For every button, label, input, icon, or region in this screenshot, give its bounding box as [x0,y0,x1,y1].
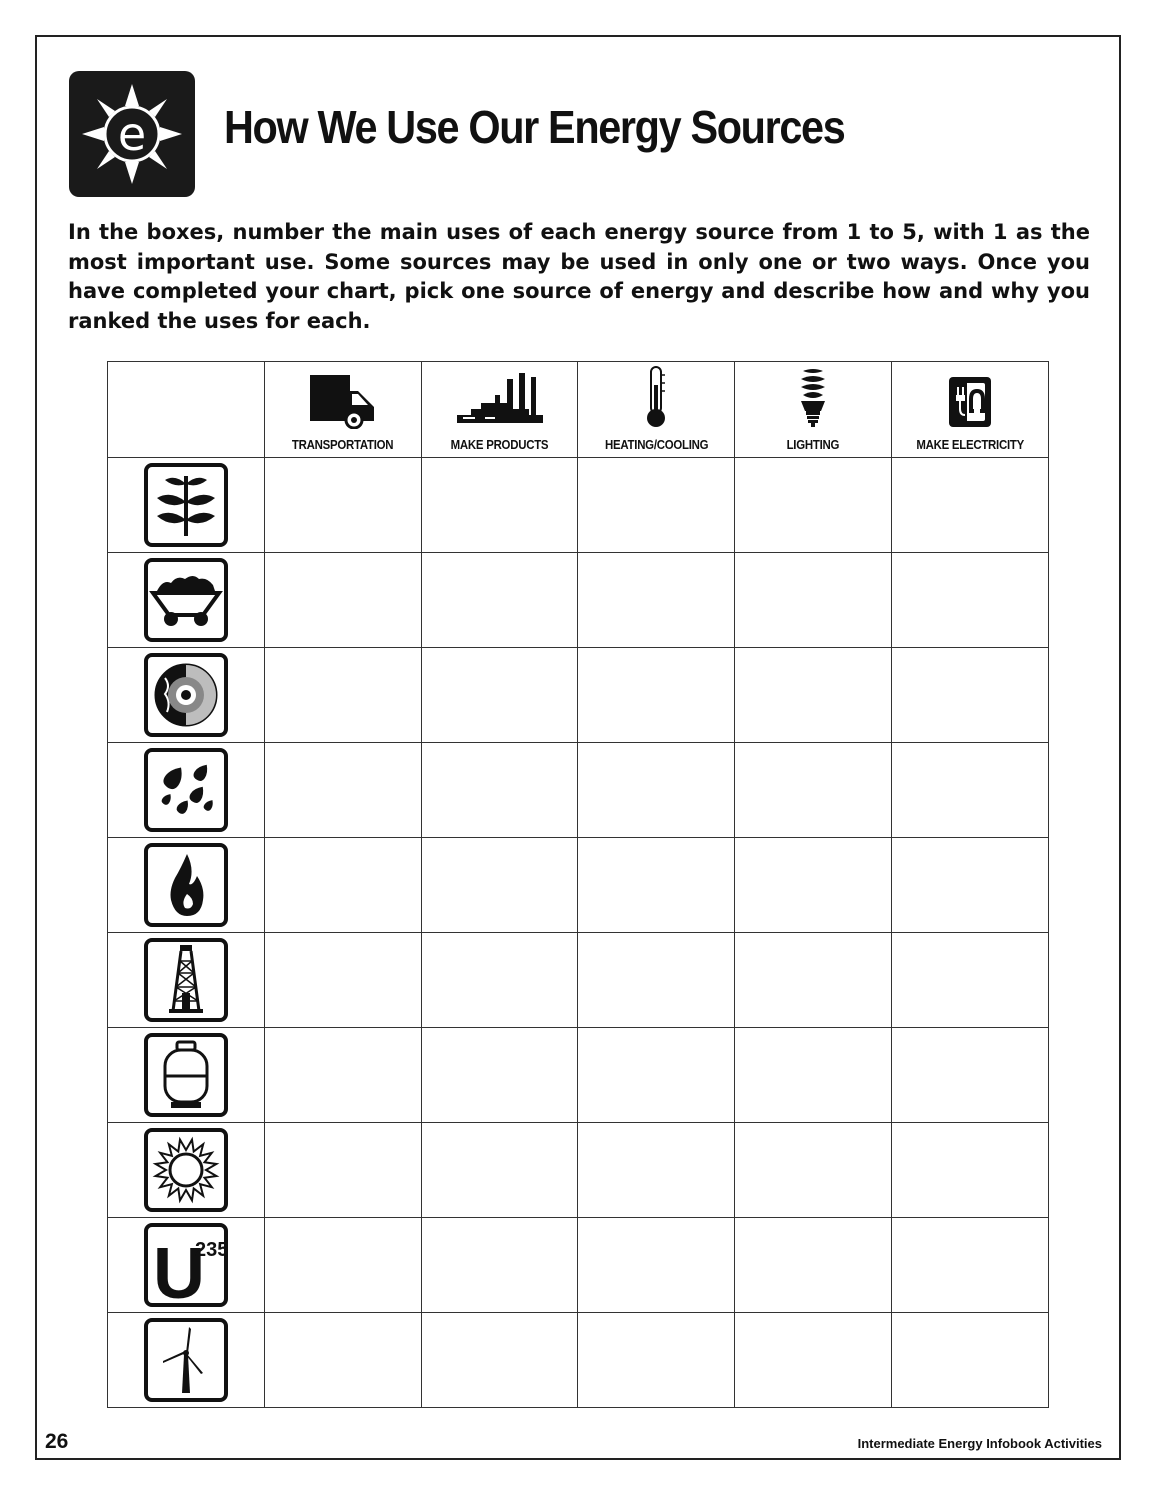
answer-cell[interactable] [578,1027,735,1122]
answer-cell[interactable] [578,1217,735,1312]
answer-cell[interactable] [735,742,892,837]
truck-icon [308,371,378,429]
answer-cell[interactable] [421,458,578,553]
column-label: LIGHTING [786,437,840,452]
factory-icon [455,371,545,429]
petroleum-icon [143,937,229,1023]
answer-cell[interactable] [421,1122,578,1217]
answer-cell[interactable] [735,1312,892,1407]
answer-cell[interactable] [735,1122,892,1217]
corner-cell [108,362,265,458]
table-row [108,1217,1049,1312]
energy-logo-icon [68,70,196,198]
answer-cell[interactable] [264,1122,421,1217]
answer-cell[interactable] [578,1122,735,1217]
row-icon-cell [108,458,265,553]
row-icon-cell [108,1217,265,1312]
answer-cell[interactable] [264,647,421,742]
column-header-make-products [421,362,578,458]
answer-cell[interactable] [735,932,892,1027]
answer-cell[interactable] [578,932,735,1027]
answer-cell[interactable] [735,647,892,742]
answer-cell[interactable] [578,552,735,647]
column-label: HEATING/COOLING [604,437,709,452]
answer-cell[interactable] [421,1217,578,1312]
answer-cell[interactable] [578,647,735,742]
row-icon-cell [108,1027,265,1122]
answer-cell[interactable] [421,1312,578,1407]
answer-cell[interactable] [264,1312,421,1407]
answer-cell[interactable] [735,458,892,553]
answer-cell[interactable] [892,647,1049,742]
table-row [108,458,1049,553]
answer-cell[interactable] [892,1312,1049,1407]
row-icon-cell [108,932,265,1027]
table-row [108,837,1049,932]
hydropower-icon [143,747,229,833]
answer-cell[interactable] [578,837,735,932]
column-header-heating-cooling [578,362,735,458]
answer-cell[interactable] [892,552,1049,647]
row-icon-cell [108,647,265,742]
row-icon-cell [108,1312,265,1407]
answer-cell[interactable] [421,742,578,837]
answer-cell[interactable] [735,837,892,932]
uranium-icon [143,1222,229,1308]
table-header-row [108,362,1049,458]
answer-cell[interactable] [735,1217,892,1312]
column-label: MAKE ELECTRICITY [916,437,1024,452]
answer-cell[interactable] [264,742,421,837]
answer-cell[interactable] [264,458,421,553]
uranium-letter: U [152,1233,205,1308]
row-icon-cell [108,552,265,647]
table-row [108,742,1049,837]
row-icon-cell [108,742,265,837]
answer-cell[interactable] [892,1027,1049,1122]
biomass-icon [143,462,229,548]
table-row [108,1027,1049,1122]
answer-cell[interactable] [421,932,578,1027]
logo-letter: e [117,107,147,161]
answer-cell[interactable] [421,837,578,932]
answer-cell[interactable] [892,742,1049,837]
answer-cell[interactable] [578,458,735,553]
coal-icon [143,557,229,643]
answer-cell[interactable] [892,932,1049,1027]
answer-cell[interactable] [892,1122,1049,1217]
natural-gas-icon [143,842,229,928]
answer-cell[interactable] [264,932,421,1027]
answer-cell[interactable] [421,1027,578,1122]
page-title: How We Use Our Energy Sources [224,101,845,153]
answer-cell[interactable] [735,1027,892,1122]
answer-cell[interactable] [892,1217,1049,1312]
answer-cell[interactable] [578,742,735,837]
uranium-number: 235 [194,1238,229,1261]
geothermal-icon [143,652,229,738]
column-label: MAKE PRODUCTS [450,437,549,452]
instructions-text: In the boxes, number the main uses of each energy source from 1 to 5, with 1 as the most important use. Some sources may be used in only one or two ways. Once you have completed your chart, pick one source of energy and describe how and why you ranked the uses for each. [68,220,1090,333]
thermometer-icon [641,365,671,429]
answer-cell[interactable] [264,837,421,932]
table-row [108,1122,1049,1217]
column-header-make-electricity [892,362,1049,458]
wind-icon [143,1317,229,1403]
answer-cell[interactable] [264,552,421,647]
column-label: TRANSPORTATION [292,437,394,452]
answer-cell[interactable] [421,647,578,742]
answer-cell[interactable] [421,552,578,647]
table-row [108,932,1049,1027]
answer-cell[interactable] [892,458,1049,553]
page-number: 26 [45,1430,69,1453]
column-header-transportation [264,362,421,458]
table-row [108,1312,1049,1407]
answer-cell[interactable] [892,837,1049,932]
table-row [108,647,1049,742]
row-icon-cell [108,837,265,932]
answer-cell[interactable] [264,1027,421,1122]
solar-icon [143,1127,229,1213]
electricity-icon [947,375,993,429]
row-icon-cell [108,1122,265,1217]
table-row [108,552,1049,647]
column-header-lighting [735,362,892,458]
answer-cell[interactable] [735,552,892,647]
light-bulb-icon [795,367,831,429]
answer-cell[interactable] [264,1217,421,1312]
propane-icon [143,1032,229,1118]
footer-book-title: Intermediate Energy Infobook Activities [857,1436,1102,1451]
answer-cell[interactable] [578,1312,735,1407]
energy-uses-table [107,361,1049,1408]
